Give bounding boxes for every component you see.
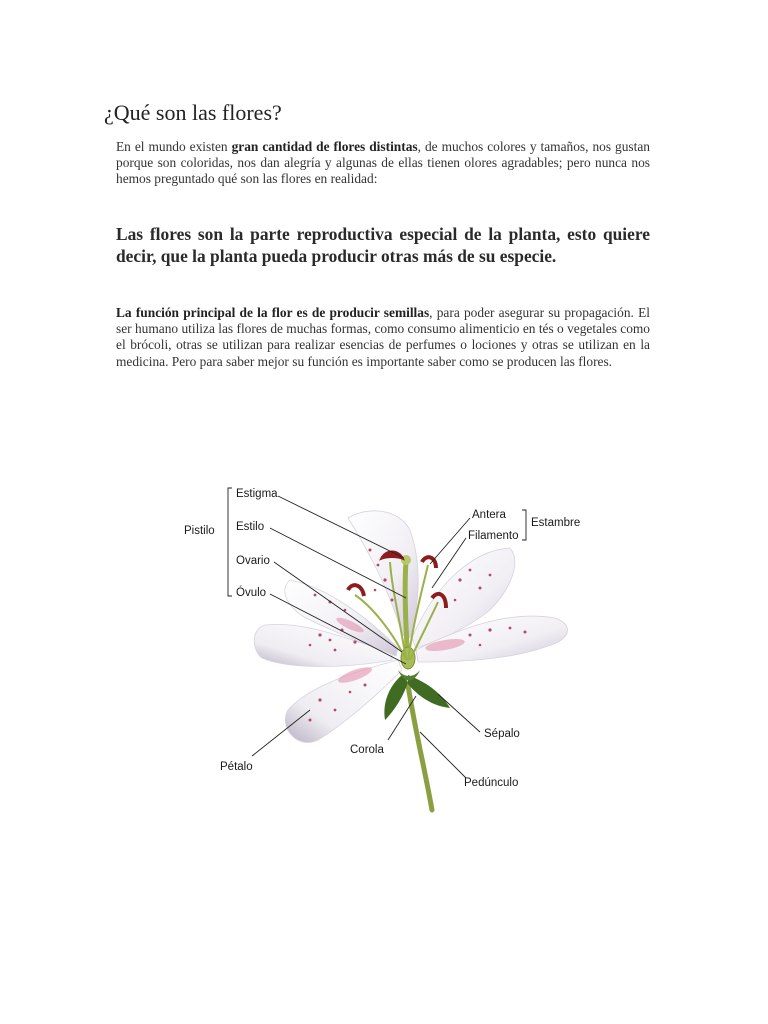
label-corola: Corola xyxy=(350,744,384,756)
label-ovulo: Óvulo xyxy=(236,587,267,599)
label-filamento: Filamento xyxy=(468,530,519,542)
intro-text-end: , de muchos colores y tamaños, nos gustan porque son coloridas, nos dan alegría y algunas de ellas tienen olores agradables; pero nunca nos hemos preguntado qué son las flores en realidad: xyxy=(116,139,650,187)
function-paragraph xyxy=(116,305,650,370)
label-pistilo: Pistilo xyxy=(184,525,215,537)
sepal-right xyxy=(408,675,450,708)
label-estambre: Estambre xyxy=(531,517,581,529)
label-estilo: Estilo xyxy=(236,521,265,533)
label-petalo: Pétalo xyxy=(220,761,253,773)
intro-bold-text: gran cantidad de flores distintas xyxy=(231,139,418,154)
label-ovario: Ovario xyxy=(236,555,270,567)
intro-text-start: En el mundo existen xyxy=(116,139,232,154)
flower-anatomy-diagram xyxy=(170,470,590,820)
function-text: , para poder asegurar su propagación. El ser humano utiliza las flores de muchas formas, como consumo alimenticio en tés o vegetales como el brócoli, otras se utilizan para realizar esencias de perfumes o lociones y otras se utilizan en la medicina. Pero para saber mejor su función es importante saber como se producen las flores. xyxy=(116,305,650,369)
definition-callout: Las flores son la parte reproductiva especial de la planta, esto quiere decir, que la planta pueda producir otras más de su especie. xyxy=(116,224,650,266)
petal-front-left xyxy=(285,660,402,743)
label-antera: Antera xyxy=(472,509,506,521)
page-title: ¿Qué son las flores? xyxy=(104,100,282,125)
label-pedunculo: Pedúnculo xyxy=(464,777,519,789)
label-sepalo: Sépalo xyxy=(484,728,520,740)
function-bold-text: La función principal de la flor es de producir semillas xyxy=(116,305,430,320)
intro-paragraph xyxy=(116,139,650,188)
label-estigma: Estigma xyxy=(236,488,278,500)
